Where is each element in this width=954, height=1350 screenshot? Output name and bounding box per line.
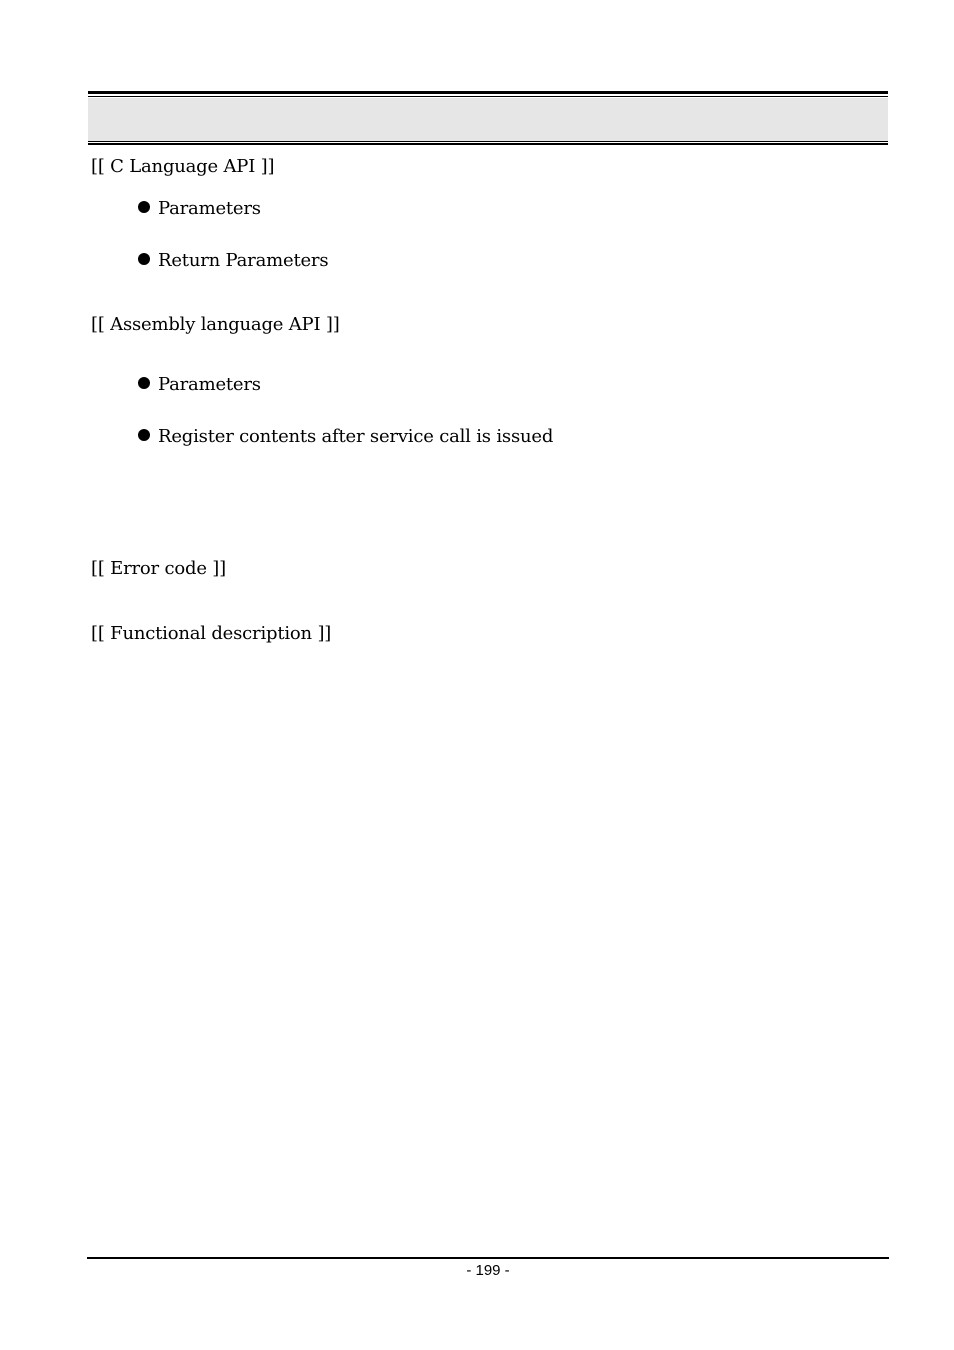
asm-api-heading: [[ Assembly language API ]] <box>91 314 340 335</box>
c-api-bullet-parameters <box>138 198 261 220</box>
title-rule-bottom <box>88 143 888 145</box>
footer-rule <box>87 1257 889 1259</box>
title-rule-top-thin <box>88 96 888 97</box>
asm-api-bullet-parameters <box>138 374 261 396</box>
bullet-label: Parameters <box>158 374 261 395</box>
bullet-icon <box>138 377 150 389</box>
title-band <box>88 91 888 145</box>
error-code-heading: [[ Error code ]] <box>91 558 226 579</box>
bullet-icon <box>138 253 150 265</box>
page-number: - 199 - <box>466 1262 510 1279</box>
title-rule-top <box>88 91 888 94</box>
c-api-bullet-return-parameters <box>138 250 328 272</box>
title-fill <box>88 98 888 141</box>
title-rule-bottom-thin <box>88 141 888 142</box>
bullet-label: Register contents after service call is issued <box>158 426 554 447</box>
c-api-heading: [[ C Language API ]] <box>91 156 275 177</box>
bullet-icon <box>138 429 150 441</box>
bullet-label: Return Parameters <box>158 250 329 271</box>
bullet-icon <box>138 201 150 213</box>
bullet-label: Parameters <box>158 198 261 219</box>
functional-description-heading: [[ Functional description ]] <box>91 623 332 644</box>
asm-api-bullet-register-contents <box>138 426 553 448</box>
